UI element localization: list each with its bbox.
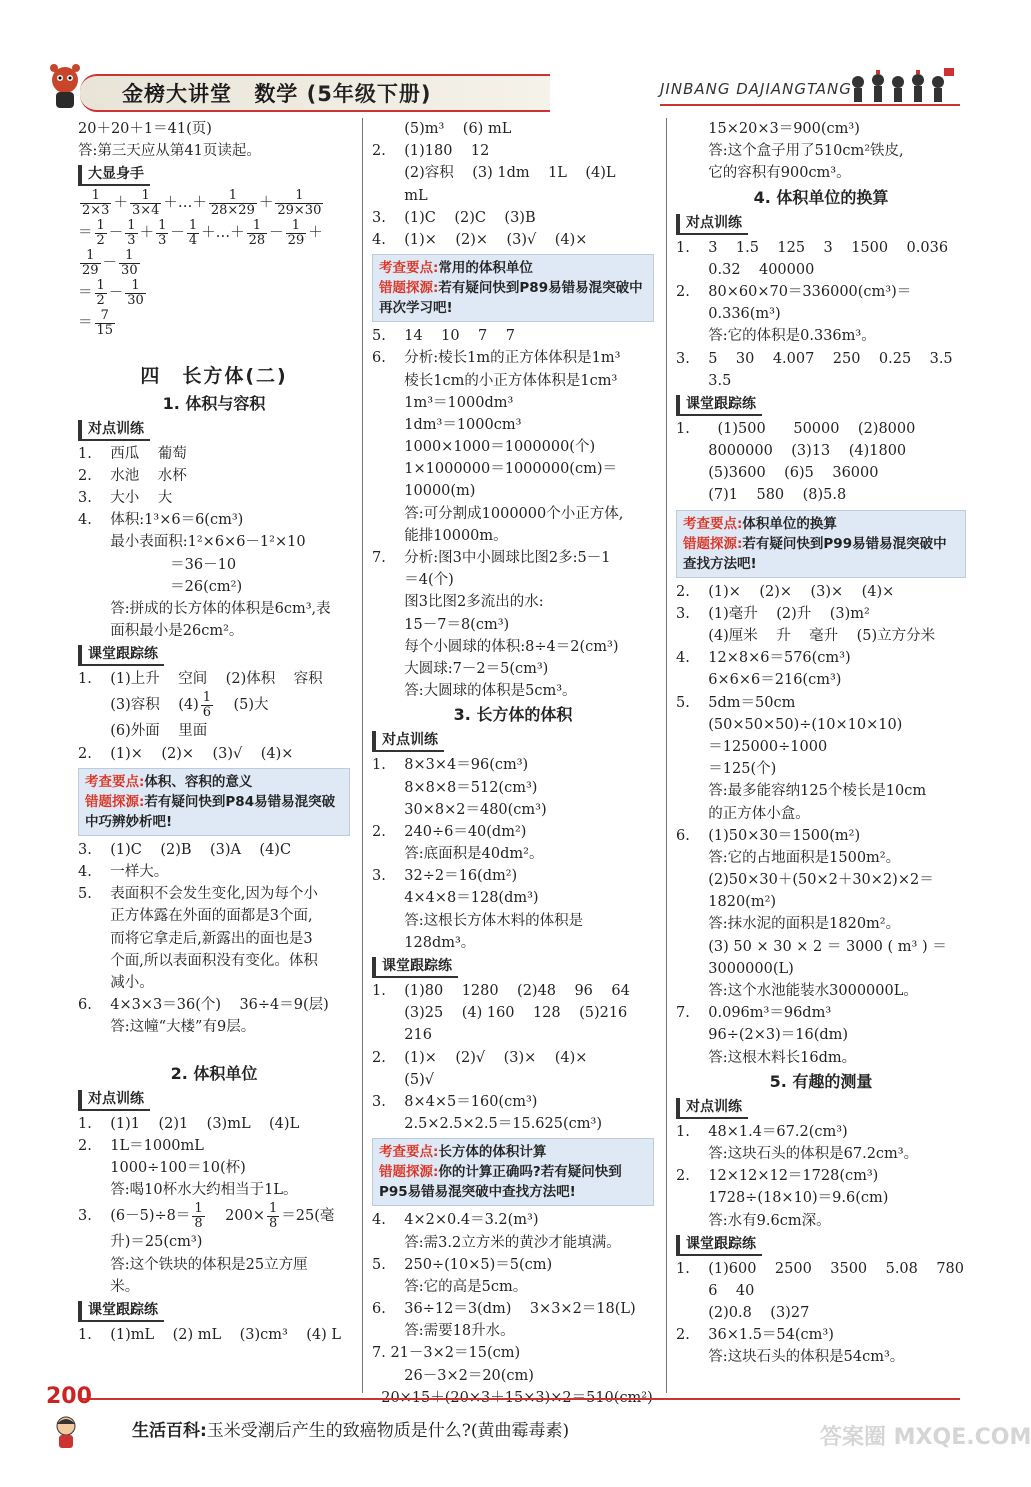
fraction-numerator: 1 xyxy=(286,219,307,234)
answer-line: 96÷(2×3)＝16(dm) xyxy=(676,1027,849,1044)
answer-line: 3. 5 30 4.007 250 0.25 3.5 xyxy=(676,350,953,367)
life-tip-label: 生活百科: xyxy=(132,1421,207,1441)
fraction xyxy=(275,189,323,218)
tip-label: 考查要点: xyxy=(379,260,439,277)
fraction-numerator: 1 xyxy=(125,279,146,294)
answer-line: 1820(m²) xyxy=(676,894,777,911)
fraction xyxy=(267,1202,279,1231)
tip-label: 考查要点: xyxy=(85,773,145,790)
answer-line: 答:水有9.6cm深。 xyxy=(676,1212,831,1229)
answer-line: 2. 水池 水杯 xyxy=(78,467,187,484)
fraction-denominator: 30 xyxy=(127,292,144,308)
answer-line: 答:它的体积是0.336m³。 xyxy=(676,328,876,345)
lesson-title: 3. 长方体的体积 xyxy=(453,705,573,725)
section-tag: 课堂跟踪练 xyxy=(372,957,458,978)
answer-line: 7. 0.096m³＝96dm³ xyxy=(676,1005,832,1022)
tip-key-point xyxy=(85,772,343,792)
tip-box xyxy=(78,768,350,836)
answer-line: 4. 4×2×0.4＝3.2(m³) xyxy=(372,1212,539,1229)
answer-line: (5)√ xyxy=(372,1071,435,1088)
section-tag: 课堂跟踪练 xyxy=(78,645,164,666)
answer-column-1 xyxy=(78,118,350,1346)
footer-rule xyxy=(80,1398,960,1400)
section-tag-row xyxy=(78,642,350,668)
fraction-numerator: 1 xyxy=(130,189,161,204)
fraction xyxy=(187,219,199,248)
page-header xyxy=(40,60,960,115)
lesson-title: 1. 体积与容积 xyxy=(162,393,266,413)
tip-error-source xyxy=(379,278,647,318)
math-text: 200× xyxy=(206,1208,265,1225)
fraction-denominator: 3×4 xyxy=(131,202,160,218)
answer-line: 2. 12×12×12＝1728(cm³) xyxy=(676,1168,879,1185)
tip-text: 体积、容积的意义 xyxy=(144,773,253,790)
tip-text: 若有疑问快到P89易错易混突破中再次学习吧! xyxy=(379,280,643,317)
math-line xyxy=(78,188,350,218)
answer-line: (7)1 580 (8)5.8 xyxy=(676,487,847,504)
answer-line: 6×6×6＝216(cm³) xyxy=(676,672,842,689)
tip-label: 错题探源: xyxy=(683,535,743,552)
math-text: ＋ xyxy=(113,195,128,212)
fraction-denominator: 8 xyxy=(268,1215,278,1231)
answer-line: 2. (1)× (2)√ (3)× (4)× xyxy=(372,1049,588,1066)
fraction-denominator: 29×30 xyxy=(277,202,322,218)
answer-line: 大圆球:7－2＝5(cm³) xyxy=(372,660,549,677)
answer-line: 答:抹水泥的面积是1820m²。 xyxy=(676,916,901,933)
fraction-denominator: 29 xyxy=(287,232,305,248)
answer-line: ＝125000÷1000 xyxy=(676,738,828,755)
fraction-denominator: 8 xyxy=(194,1215,203,1231)
tip-key-point xyxy=(379,1142,647,1162)
section-tag: 对点训练 xyxy=(78,420,150,441)
answer-line: 10000(m) xyxy=(372,483,476,500)
answer-line: 答:这块石头的体积是67.2cm³。 xyxy=(676,1145,919,1162)
fraction-numerator: 1 xyxy=(96,277,105,293)
children-illustration-icon xyxy=(848,66,958,108)
answer-line: 1×1000000＝1000000(cm)＝ xyxy=(372,461,617,478)
tip-text: 体积单位的换算 xyxy=(742,515,837,532)
fraction-denominator: 28×29 xyxy=(210,202,255,218)
math-line xyxy=(78,308,350,338)
answer-line: 3000000(L) xyxy=(676,960,794,977)
answer-line: ＝36－10 xyxy=(78,556,237,573)
answer-line: 6. 分析:棱长1m的正方体体积是1m³ xyxy=(372,350,621,367)
math-text: (3)容积 (4) xyxy=(78,697,199,714)
math-line xyxy=(78,1201,350,1231)
girl-mascot-icon xyxy=(48,1414,84,1450)
answer-line: 而将它拿走后,新露出的面也是3 xyxy=(78,930,313,947)
fraction xyxy=(119,249,140,278)
math-text: ＝ xyxy=(78,315,93,332)
math-text: 3. (6－5)÷8＝ xyxy=(78,1208,191,1225)
answer-line: 答:拼成的长方体的体积是6cm³,表 xyxy=(78,600,331,617)
fraction-denominator: 2×3 xyxy=(82,202,110,218)
answer-line: 2. (1)× (2)× (3)√ (4)× xyxy=(78,745,294,762)
answer-line: 1m³＝1000dm³ xyxy=(372,394,514,411)
answer-line: 4×4×8＝128(dm³) xyxy=(372,890,539,907)
watermark-text: 答案圈 MXQE.COM xyxy=(820,1425,1031,1450)
math-text: (5)大 xyxy=(215,697,269,714)
answer-line: 4. 12×8×6＝576(cm³) xyxy=(676,650,851,667)
math-text: － xyxy=(102,255,118,272)
answer-line: (5)m³ (6) mL xyxy=(372,121,512,137)
answer-line: 2. 1L＝1000mL xyxy=(78,1137,204,1154)
page-number: 200 xyxy=(46,1384,92,1409)
chapter-title: 四 长方体(二) xyxy=(140,364,288,387)
answer-line: 个面,所以表面积没有变化。体积 xyxy=(78,952,318,969)
answer-line: 2. (1)× (2)× (3)× (4)× xyxy=(676,583,895,600)
section-tag-row xyxy=(676,1232,966,1258)
answer-line: 1. 3 1.5 125 3 1500 0.036 xyxy=(676,239,949,256)
answer-line: (3)25 (4) 160 128 (5)216 xyxy=(372,1005,628,1022)
math-text: － xyxy=(108,285,124,302)
math-text: － xyxy=(269,225,284,242)
fraction xyxy=(201,691,213,720)
math-line xyxy=(78,690,350,720)
section-tag: 对点训练 xyxy=(78,1090,150,1111)
answer-line: 6. 36÷12＝3(dm) 3×3×2＝18(L) xyxy=(372,1301,636,1318)
answer-line: 30×8×2＝480(cm³) xyxy=(372,801,547,818)
fraction-denominator: 4 xyxy=(188,232,198,248)
answer-column-2 xyxy=(372,118,654,1409)
answer-line: 1. (1)600 2500 3500 5.08 780 xyxy=(676,1260,964,1277)
answer-line: 6. (1)50×30＝1500(m²) xyxy=(676,827,861,844)
answer-line: 2. 240÷6＝40(dm²) xyxy=(372,823,527,840)
answer-line: 答:这个盒子用了510cm²铁皮, xyxy=(676,143,904,160)
tip-text: 若有疑问快到P99易错易混突破中查找方法吧! xyxy=(683,535,947,572)
answer-line: 20＋20＋1＝41(页) xyxy=(78,121,212,137)
fraction-denominator: 30 xyxy=(121,262,138,278)
answer-line: 3.5 xyxy=(676,372,732,389)
section-tag-row xyxy=(78,162,350,188)
answer-line: 3. (1)C (2)B (3)A (4)C xyxy=(78,841,292,858)
fraction-numerator: 1 xyxy=(194,1200,203,1216)
tip-text: 长方体的体积计算 xyxy=(438,1144,547,1161)
section-tag: 课堂跟踪练 xyxy=(676,395,762,416)
math-line xyxy=(78,278,350,308)
answer-line: 26－3×2＝20(cm) xyxy=(372,1367,534,1384)
math-text: － xyxy=(170,225,185,242)
answer-line: 4. (1)× (2)× (3)√ (4)× xyxy=(372,231,588,248)
section-tag: 课堂跟踪练 xyxy=(676,1235,762,1256)
answer-line: 最小表面积:1²×6×6－1²×10 xyxy=(78,534,306,551)
answer-line: 它的容积有900cm³。 xyxy=(676,165,851,182)
fraction-numerator: 1 xyxy=(202,689,212,705)
answer-line: 正方体露在外面的面都是3个面, xyxy=(78,908,313,925)
section-tag: 课堂跟踪练 xyxy=(78,1301,164,1322)
answer-line: 4. 体积:1³×6＝6(cm³) xyxy=(78,512,244,529)
tip-error-source xyxy=(85,792,343,832)
answer-line: 216 xyxy=(372,1027,432,1044)
answer-line: 6. 4×3×3＝36(个) 36÷4＝9(层) xyxy=(78,997,329,1014)
answer-line: 2. (1)180 12 xyxy=(372,143,490,160)
header-title xyxy=(122,78,431,108)
fraction-numerator: 1 xyxy=(268,1200,278,1216)
answer-line: 答:最多能容纳125个棱长是10cm xyxy=(676,783,927,800)
answer-line: ＝4(个) xyxy=(372,572,454,589)
answer-line: 面积最小是26cm²。 xyxy=(78,623,244,640)
fraction-denominator: 2 xyxy=(96,232,105,248)
tip-box xyxy=(676,510,966,578)
fraction-numerator: 1 xyxy=(119,249,140,264)
math-text: ＝25(毫 xyxy=(281,1208,335,1225)
math-text: ＋ xyxy=(139,225,155,242)
fraction-numerator: 1 xyxy=(158,217,167,233)
fraction-denominator: 28 xyxy=(248,232,266,248)
answer-line: 答:需3.2立方米的黄沙才能填满。 xyxy=(372,1234,621,1251)
tip-box xyxy=(372,254,654,322)
fraction xyxy=(286,219,307,248)
answer-line: 答:这块石头的体积是54cm³。 xyxy=(676,1349,905,1366)
answer-line: 3. 32÷2＝16(dm²) xyxy=(372,868,518,885)
fraction xyxy=(209,189,257,218)
answer-line: 1. 8×3×4＝96(cm³) xyxy=(372,757,529,774)
fraction xyxy=(156,219,168,248)
answer-line: 0.32 400000 xyxy=(676,261,815,278)
answer-line: 2. 80×60×70＝336000(cm³)＝ xyxy=(676,283,912,300)
answer-line: 128dm³。 xyxy=(372,934,476,951)
watermark-logo xyxy=(820,1420,1031,1482)
fraction xyxy=(130,189,161,218)
math-text: － xyxy=(108,225,124,242)
answer-line: 的正方体小盒。 xyxy=(676,805,810,822)
fraction-denominator: 15 xyxy=(96,322,114,338)
answer-line: 答:需要18升水。 xyxy=(372,1323,515,1340)
answer-line: (2)容积 (3) 1dm 1L (4)L xyxy=(372,165,616,182)
answer-line: 米。 xyxy=(78,1278,140,1295)
section-tag: 大显身手 xyxy=(78,165,150,186)
header-subject: 数学 xyxy=(254,82,299,106)
fraction-numerator: 1 xyxy=(188,217,198,233)
answer-line: 2. 36×1.5＝54(cm³) xyxy=(676,1327,834,1344)
fraction xyxy=(95,309,116,338)
fraction-numerator: 1 xyxy=(247,219,268,234)
answer-line: 减小。 xyxy=(78,974,154,991)
math-text: ＋ xyxy=(258,195,274,212)
answer-line: 1dm³＝1000cm³ xyxy=(372,416,522,433)
answer-line: mL xyxy=(372,187,428,204)
fraction-numerator: 1 xyxy=(209,189,257,204)
lesson-title: 5. 有趣的测量 xyxy=(769,1071,873,1091)
fraction-numerator: 7 xyxy=(95,309,116,324)
section-tag: 对点训练 xyxy=(372,731,444,752)
math-text: ＋ xyxy=(308,225,323,242)
fraction xyxy=(80,189,111,218)
lesson-title: 4. 体积单位的换算 xyxy=(753,187,889,207)
answer-line: 答:第三天应从第41页读起。 xyxy=(78,143,261,160)
answer-line: 7. 21－3×2＝15(cm) xyxy=(372,1345,521,1362)
answer-line: 1. 西瓜 葡萄 xyxy=(78,445,187,462)
answer-line: 15×20×3＝900(cm³) xyxy=(676,121,860,137)
answer-line: 1. (1)80 1280 (2)48 96 64 xyxy=(372,983,630,999)
answer-line: 1. (1)mL (2) mL (3)cm³ (4) L xyxy=(78,1327,342,1343)
fraction-numerator: 1 xyxy=(127,217,136,233)
header-grade: (5年级下册) xyxy=(306,82,432,106)
section-tag-row xyxy=(372,728,654,754)
fraction xyxy=(95,219,107,248)
fraction xyxy=(80,249,101,278)
answer-line: (50×50×50)÷(10×10×10) xyxy=(676,716,903,733)
math-line xyxy=(78,218,350,248)
life-tip xyxy=(132,1416,569,1441)
answer-line: 3. (1)毫升 (2)升 (3)m² xyxy=(676,605,870,622)
answer-line: 答:它的高是5cm。 xyxy=(372,1278,528,1295)
answer-line: 7. 分析:图3中小圆球比图2多:5－1 xyxy=(372,550,611,566)
answer-column-3 xyxy=(676,118,966,1369)
tip-label: 错题探源: xyxy=(379,280,439,297)
answer-line: (3) 50 × 30 × 2 ＝ 3000 ( m³ ) ＝ xyxy=(676,938,947,955)
lesson-title: 2. 体积单位 xyxy=(170,1063,258,1083)
answer-line: 0.336(m³) xyxy=(676,306,781,323)
answer-line: 1000×1000＝1000000(个) xyxy=(372,439,596,456)
math-text: ＝ xyxy=(78,225,93,242)
answer-line: 答:底面积是40dm²。 xyxy=(372,846,544,863)
answer-line: ＝26(cm²) xyxy=(78,578,243,595)
math-text: ＝ xyxy=(78,285,93,302)
fraction-numerator: 1 xyxy=(80,189,111,204)
answer-line: (2)0.8 (3)27 xyxy=(676,1305,810,1322)
answer-line: 1. 48×1.4＝67.2(cm³) xyxy=(676,1123,848,1140)
fraction xyxy=(95,279,107,308)
life-tip-text: 玉米受潮后产生的致癌物质是什么?(黄曲霉毒素) xyxy=(206,1421,570,1441)
fraction xyxy=(247,219,268,248)
answer-line: 3. 大小 大 xyxy=(78,489,173,506)
tip-text: 常用的体积单位 xyxy=(438,260,533,277)
section-tag-row xyxy=(372,954,654,980)
fraction-denominator: 6 xyxy=(202,704,212,720)
answer-line: 升)＝25(cm³) xyxy=(78,1234,203,1251)
answer-line: 1728÷(18×10)＝9.6(cm) xyxy=(676,1190,889,1207)
tip-label: 错题探源: xyxy=(85,793,145,810)
tip-error-source xyxy=(683,534,959,574)
answer-line: 15－7＝8(cm³) xyxy=(372,616,510,633)
math-text: ＋…＋ xyxy=(201,225,245,242)
tip-key-point xyxy=(683,514,959,534)
answer-line: 1. (1)上升 空间 (2)体积 容积 xyxy=(78,671,323,688)
header-pinyin: JINBANG DAJIANGTANG xyxy=(660,80,852,98)
answer-line: 每个小圆球的体积:8÷4＝2(cm³) xyxy=(372,638,619,655)
fraction-numerator: 1 xyxy=(275,189,323,204)
answer-line: (2)50×30＋(50×2＋30×2)×2＝ xyxy=(676,872,934,889)
tip-label: 考查要点: xyxy=(379,1144,439,1161)
answer-line: ＝125(个) xyxy=(676,761,777,778)
fraction xyxy=(125,279,146,308)
answer-line: 2.5×2.5×2.5＝15.625(cm³) xyxy=(372,1116,602,1133)
section-tag-row xyxy=(676,1095,966,1121)
section-tag-row xyxy=(78,1087,350,1113)
answer-line: 1000÷100＝10(杯) xyxy=(78,1160,246,1177)
answer-line: (5)3600 (6)5 36000 xyxy=(676,465,879,482)
fraction-denominator: 3 xyxy=(127,232,136,248)
answer-line: 6 40 xyxy=(676,1282,755,1299)
spacer xyxy=(78,338,350,360)
column-divider xyxy=(362,118,363,1393)
fraction-denominator: 2 xyxy=(96,292,105,308)
tip-text: 若有疑问快到P84易错易混突破中巧辨妙析吧! xyxy=(85,793,336,830)
answer-line: 能排10000m。 xyxy=(372,527,508,544)
fraction-denominator: 29 xyxy=(82,262,99,278)
section-tag: 对点训练 xyxy=(676,1098,748,1119)
section-tag-row xyxy=(676,211,966,237)
fraction-numerator: 1 xyxy=(96,217,105,233)
fraction xyxy=(125,219,137,248)
math-text: ＋…＋ xyxy=(163,195,207,212)
answer-line: 1. (1)1 (2)1 (3)mL (4)L xyxy=(78,1115,300,1132)
tip-box xyxy=(372,1138,654,1206)
answer-line: 答:这个水池能装水3000000L。 xyxy=(676,983,918,999)
tip-error-source xyxy=(379,1162,647,1202)
math-line xyxy=(78,248,350,278)
tip-label: 考查要点: xyxy=(683,515,743,532)
fraction xyxy=(192,1202,204,1231)
fraction-denominator: 3 xyxy=(158,232,167,248)
answer-line: 答:大圆球的体积是5cm³。 xyxy=(372,683,577,700)
answer-line: 答:这根木料长16dm。 xyxy=(676,1049,857,1066)
spacer xyxy=(78,1039,350,1061)
column-divider xyxy=(666,118,667,1393)
answer-line: (4)厘米 升 毫升 (5)立方分米 xyxy=(676,628,936,644)
answer-line: 5. 5dm＝50cm xyxy=(676,694,796,711)
answer-line: 图3比图2多流出的水: xyxy=(372,594,544,611)
answer-line: 答:喝10杯水大约相当于1L。 xyxy=(78,1182,298,1199)
answer-line: 答:它的占地面积是1500m²。 xyxy=(676,849,901,866)
answer-line: (6)外面 里面 xyxy=(78,723,208,740)
section-tag-row xyxy=(78,417,350,443)
section-tag: 对点训练 xyxy=(676,214,748,235)
answer-line: 1. (1)500 50000 (2)8000 xyxy=(676,420,916,437)
section-tag-row xyxy=(676,392,966,418)
answer-line: 3. (1)C (2)C (3)B xyxy=(372,209,536,226)
tip-text: 你的计算正确吗?若有疑问快到P95易错易混突破中查找方法吧! xyxy=(379,1164,622,1201)
tip-key-point xyxy=(379,258,647,278)
answer-line: 3. 8×4×5＝160(cm³) xyxy=(372,1093,538,1110)
answer-line: 答:可分割成1000000个小正方体, xyxy=(372,505,624,522)
answer-line: 8000000 (3)13 (4)1800 xyxy=(676,443,907,460)
section-tag-row xyxy=(78,1298,350,1324)
answer-line: 8×8×8＝512(cm³) xyxy=(372,779,538,796)
answer-line: 答:这根长方体木料的体积是 xyxy=(372,912,584,929)
fraction-numerator: 1 xyxy=(80,249,101,264)
header-series: 金榜大讲堂 xyxy=(122,82,232,106)
answer-line: 棱长1cm的小正方体体积是1cm³ xyxy=(372,372,618,389)
answer-line: 4. 一样大。 xyxy=(78,864,169,880)
answer-line: 答:这幢“大楼”有9层。 xyxy=(78,1019,256,1036)
tip-label: 错题探源: xyxy=(379,1164,439,1181)
answer-line: 5. 250÷(10×5)＝5(cm) xyxy=(372,1256,553,1273)
answer-line: 答:这个铁块的体积是25立方厘 xyxy=(78,1256,308,1273)
answer-line: 5. 表面积不会发生变化,因为每个小 xyxy=(78,886,318,903)
answer-line: 5. 14 10 7 7 xyxy=(372,328,515,345)
